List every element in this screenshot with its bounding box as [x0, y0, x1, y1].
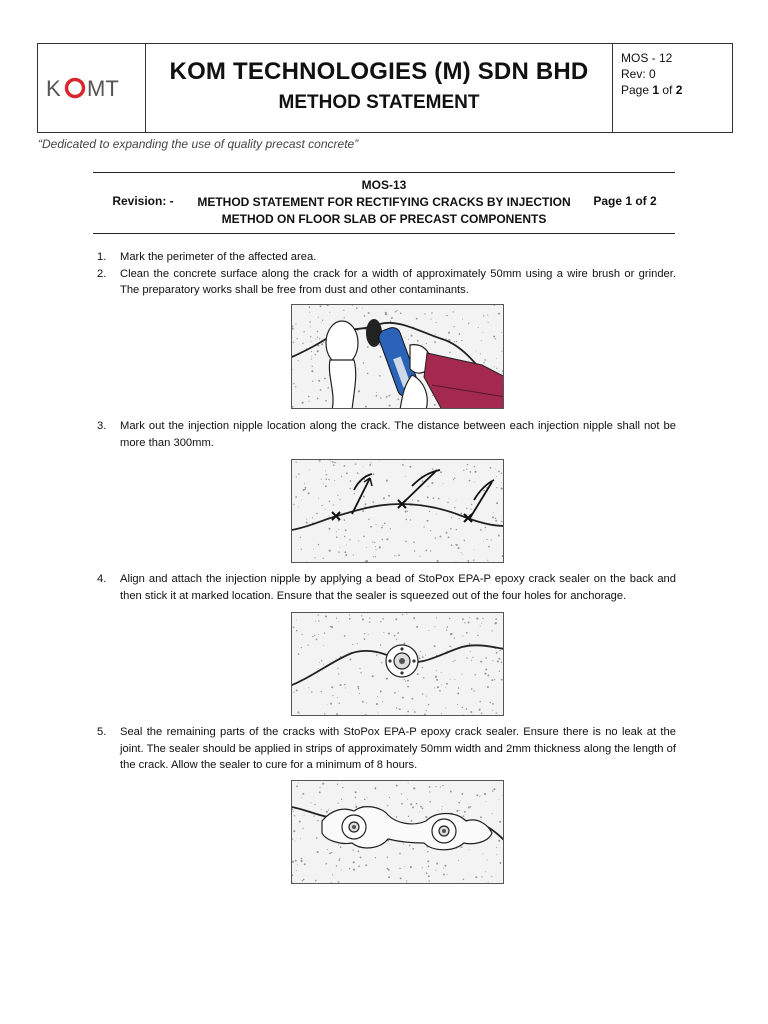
mos-title-block — [93, 172, 675, 234]
mos-title: METHOD STATEMENT FOR RECTIFYING CRACKS BY INJECTION METHOD ON FLOOR SLAB OF PRECAST COMPONENTS — [197, 195, 571, 226]
title-cell — [146, 44, 613, 132]
steps-group-1 — [97, 249, 676, 299]
list-item: 5. Seal the remaining parts of the cracks with StoPox EPA-P epoxy crack sealer. Ensure there is no leak at the joint. The sealer should be applied in strips of approximately 50mm width and 2mm thickness along the length of the crack. Allow the sealer to cure for a minimum of 8 hours. — [97, 726, 676, 771]
document-header — [37, 43, 733, 133]
company-name: KOM TECHNOLOGIES (M) SDN BHD — [169, 58, 589, 85]
steps-group-4 — [97, 724, 676, 774]
mos-revision: Revision: - — [112, 194, 174, 208]
figure-grinding-illustration — [291, 304, 504, 409]
logo-cell — [38, 44, 146, 132]
mos-page: Page 1 of 2 — [593, 194, 657, 208]
list-item: 3. Mark out the injection nipple location along the crack. The distance between each injection nipple shall not be more than 300mm. — [97, 420, 676, 449]
figure-sealed-illustration — [291, 780, 504, 884]
svg-text:K: K — [45, 76, 61, 101]
list-item: 4. Align and attach the injection nipple by applying a bead of StoPox EPA-P epoxy crack sealer on the back and then stick it at marked location. Ensure that the sealer is squeezed out of the four holes for anchorage. — [97, 573, 676, 602]
revision-number: Rev: 0 — [621, 67, 656, 81]
list-item: 2. Clean the concrete surface along the crack for a width of approximately 50mm using a wire brush or grinder. The preparatory works shall be free from dust and other contaminants. — [97, 267, 676, 296]
svg-text:MT: MT — [86, 76, 119, 101]
page-indicator: Page 1 of 2 — [621, 83, 683, 97]
steps-group-2 — [97, 418, 676, 451]
figure-nipple-illustration — [291, 612, 504, 716]
reference-code: MOS - 12 — [621, 51, 673, 65]
komt-logo — [44, 73, 140, 103]
concrete-texture — [293, 460, 504, 563]
tagline: “Dedicated to expanding the use of quality precast concrete” — [38, 137, 359, 151]
steps-group-3 — [97, 571, 676, 604]
list-item: 1. Mark the perimeter of the affected area. — [97, 251, 317, 263]
figure-marking-illustration — [291, 459, 504, 563]
reference-cell — [613, 44, 732, 132]
mos-code: MOS-13 — [361, 178, 407, 192]
document-type: METHOD STATEMENT — [278, 92, 480, 113]
